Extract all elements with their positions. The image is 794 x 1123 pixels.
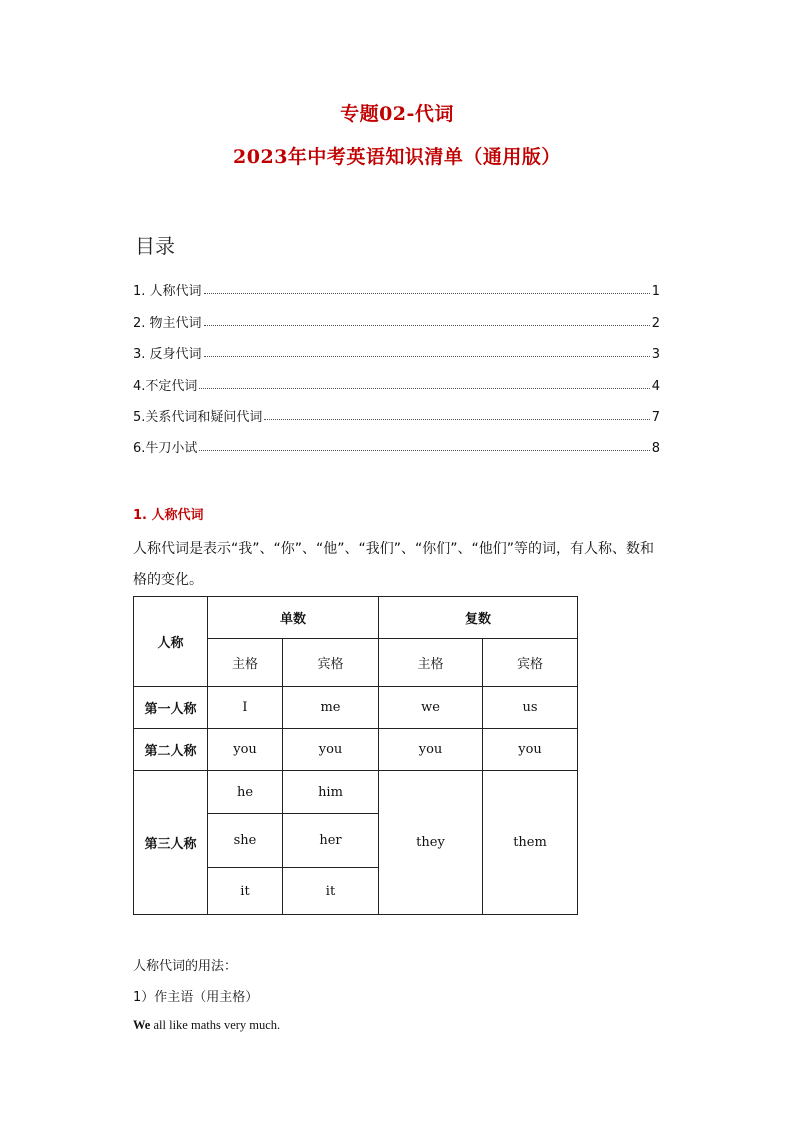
table-cell: it xyxy=(208,868,283,915)
toc-item-page: 2 xyxy=(651,315,660,331)
document-title: 专题02-代词 xyxy=(340,103,454,125)
toc-item-label: 2. 物主代词 xyxy=(133,315,202,331)
toc-item[interactable] xyxy=(133,394,660,425)
toc-leader-dots xyxy=(204,324,650,326)
example-sentence xyxy=(133,1018,280,1033)
toc-item-label: 6.牛刀小试 xyxy=(133,441,198,457)
document-subtitle: 2023年中考英语知识清单（通用版） xyxy=(233,146,561,168)
row-label-second-person: 第二人称 xyxy=(134,729,208,771)
toc-item-page: 1 xyxy=(651,284,660,300)
table-cell: it xyxy=(283,868,379,915)
header-object-case: 宾格 xyxy=(483,639,578,687)
toc-item-label: 5.关系代词和疑问代词 xyxy=(133,409,263,425)
toc-leader-dots xyxy=(204,355,650,357)
usage-item: 1）作主语（用主格） xyxy=(133,990,259,1005)
header-person: 人称 xyxy=(134,597,208,687)
header-subject-case: 主格 xyxy=(379,639,483,687)
table-row xyxy=(134,729,578,771)
table-cell: them xyxy=(483,771,578,915)
table-cell: he xyxy=(208,771,283,814)
table-cell: they xyxy=(379,771,483,915)
toc-item-label: 1. 人称代词 xyxy=(133,284,202,300)
toc-item-page: 7 xyxy=(651,409,660,425)
toc-item[interactable] xyxy=(133,362,660,393)
toc-item[interactable] xyxy=(133,299,660,330)
usage-title: 人称代词的用法： xyxy=(133,959,238,974)
table-of-contents xyxy=(133,268,660,456)
table-cell: I xyxy=(208,687,283,729)
toc-leader-dots xyxy=(204,292,650,294)
toc-item[interactable] xyxy=(133,331,660,362)
table-cell: us xyxy=(483,687,578,729)
table-cell: him xyxy=(283,771,379,814)
toc-leader-dots xyxy=(264,418,649,420)
table-cell: you xyxy=(483,729,578,771)
table-cell: we xyxy=(379,687,483,729)
row-label-third-person: 第三人称 xyxy=(134,771,208,915)
header-singular: 单数 xyxy=(208,597,379,639)
table-row xyxy=(134,771,578,814)
toc-heading: 目录 xyxy=(135,234,175,258)
header-object-case: 宾格 xyxy=(283,639,379,687)
toc-item-page: 4 xyxy=(651,378,660,394)
pronoun-table xyxy=(133,596,578,915)
table-cell: me xyxy=(283,687,379,729)
toc-item-label: 4.不定代词 xyxy=(133,378,198,394)
toc-item-page: 8 xyxy=(651,441,660,457)
toc-item[interactable] xyxy=(133,425,660,456)
header-subject-case: 主格 xyxy=(208,639,283,687)
example-subject: We xyxy=(133,1018,151,1032)
toc-item-page: 3 xyxy=(651,347,660,363)
toc-item[interactable] xyxy=(133,268,660,299)
intro-paragraph: 人称代词是表示“我”、“你”、“他”、“我们”、“你们”、“他们”等的词，有人称、数和格的变化。 xyxy=(133,541,655,588)
section-heading: 1. 人称代词 xyxy=(133,508,204,523)
toc-leader-dots xyxy=(199,449,649,451)
table-cell: you xyxy=(208,729,283,771)
header-plural: 复数 xyxy=(379,597,578,639)
table-cell: you xyxy=(283,729,379,771)
example-rest: all like maths very much. xyxy=(150,1018,281,1032)
table-row xyxy=(134,687,578,729)
toc-item-label: 3. 反身代词 xyxy=(133,347,202,363)
table-cell: she xyxy=(208,814,283,868)
table-cell: you xyxy=(379,729,483,771)
row-label-first-person: 第一人称 xyxy=(134,687,208,729)
toc-leader-dots xyxy=(199,387,649,389)
table-cell: her xyxy=(283,814,379,868)
